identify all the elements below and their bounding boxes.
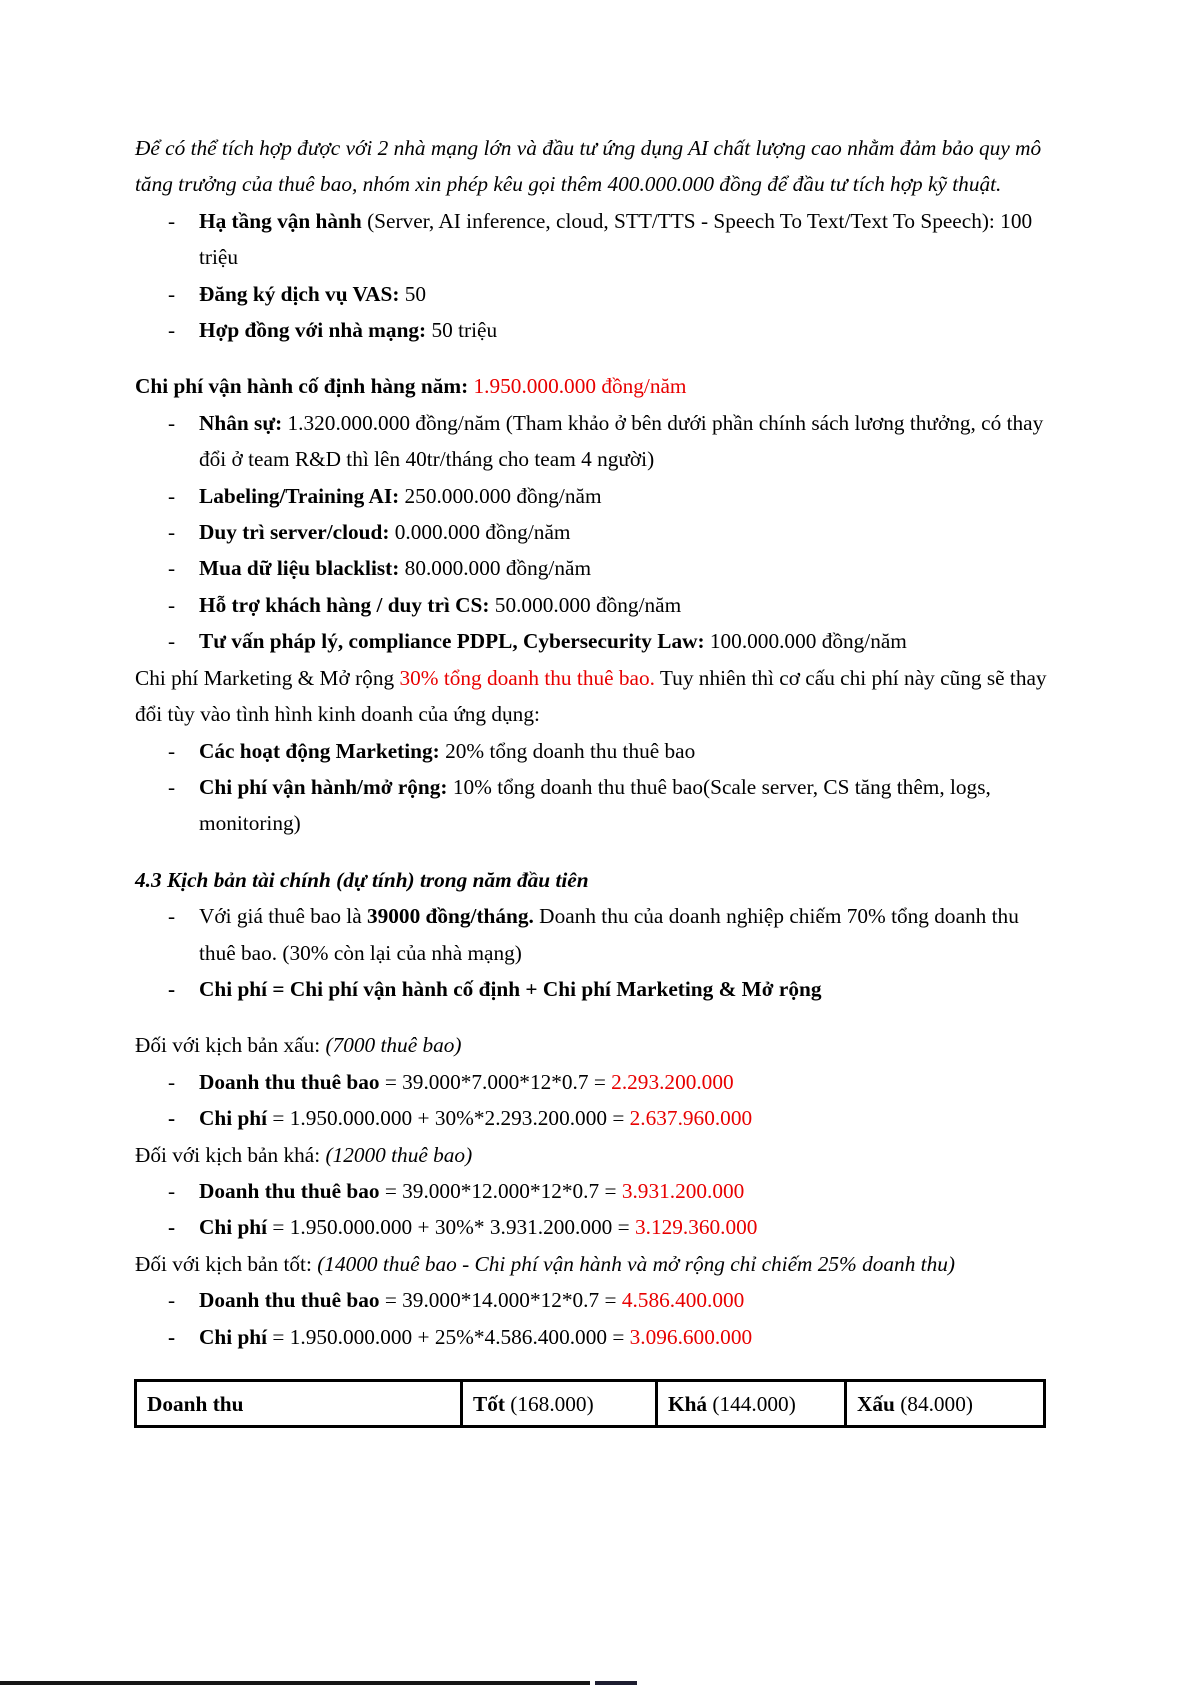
cell-bold: Khá (668, 1391, 708, 1416)
next-table-border-segment (595, 1681, 637, 1685)
list-item-carrier-contract (168, 312, 1055, 348)
item-label: Nhân sự: (199, 410, 283, 435)
bullet-dash: - (168, 1069, 176, 1094)
scenario-good-label (135, 1246, 1055, 1282)
document-content (135, 130, 1055, 1428)
item-value: (Server, AI inference, cloud, STT/TTS - Speech To Text/Text To Speech): 100 triệu (199, 208, 1033, 270)
marketing-red-value: 30% tổng doanh thu thuê bao. (399, 665, 655, 690)
bullet-dash: - (168, 1215, 176, 1240)
scenario-bad-revenue (168, 1064, 1055, 1100)
intro-paragraph: Để có thể tích hợp được với 2 nhà mạng lớn và đầu tư ứng dụng AI chất lượng cao nhằm đảm bảo quy mô tăng trưởng của thuê bao, nhóm xin phép kêu gọi thêm 400.000.000 đồng để đầu tư tích hợp kỹ thuật. (135, 136, 1042, 197)
table-cell-fair (657, 1381, 846, 1427)
list-item-legal-compliance (168, 623, 1055, 659)
list-item-blacklist-data (168, 550, 1055, 586)
scenario-mid-revenue (168, 1173, 1055, 1209)
scenario-bad-label (135, 1027, 1055, 1063)
bullet-dash: - (168, 208, 176, 233)
cell-bold: Xấu (857, 1391, 895, 1416)
item-value: 250.000.000 đồng/năm (399, 483, 602, 508)
list-item-labeling-training (168, 478, 1055, 514)
revenue-formula: = 39.000*7.000*12*0.7 = (379, 1069, 612, 1094)
price-bold: 39000 đồng/tháng. (366, 904, 534, 929)
bullet-dash: - (168, 318, 176, 343)
list-item-infrastructure (168, 203, 1055, 276)
list-item-personnel (168, 405, 1055, 478)
item-label: Tư vấn pháp lý, compliance PDPL, Cybersecurity Law: (199, 629, 705, 654)
scenario-label: Đối với kịch bản tốt: (135, 1251, 312, 1276)
bullet-dash: - (168, 1178, 176, 1203)
revenue-formula: = 39.000*14.000*12*0.7 = (379, 1288, 622, 1313)
item-value: 0.000.000 đồng/năm (389, 520, 571, 545)
spacer (135, 1007, 1055, 1027)
cell-rest: (144.000) (707, 1391, 796, 1416)
item-value: 50 (399, 281, 427, 306)
bullet-dash: - (168, 774, 176, 799)
bullet-dash: - (168, 281, 176, 306)
cost-label: Chi phí (199, 1324, 268, 1349)
cost-label: Chi phí (199, 1106, 268, 1131)
cost-formula-text: Chi phí = Chi phí vận hành cố định + Chi phí Marketing & Mở rộng (199, 976, 822, 1001)
item-label: Các hoạt động Marketing: (199, 738, 440, 763)
item-value: 80.000.000 đồng/năm (399, 556, 592, 581)
fixed-cost-heading-value: 1.950.000.000 đồng/năm (473, 374, 687, 399)
list-item-vas-registration (168, 276, 1055, 312)
item-value: 10% tổng doanh thu thuê bao(Scale server, CS tăng thêm, logs, monitoring) (199, 774, 991, 836)
bullet-dash: - (168, 738, 176, 763)
scenario-good-cost (168, 1319, 1055, 1355)
scenario-good-revenue (168, 1282, 1055, 1318)
bullet-dash: - (168, 629, 176, 654)
item-label: Hợp đồng với nhà mạng: (199, 318, 427, 343)
item-label: Chi phí vận hành/mở rộng: (199, 774, 448, 799)
marketing-paragraph (135, 660, 1055, 733)
scenario-label: Đối với kịch bản khá: (135, 1142, 321, 1167)
scenario-mid-cost (168, 1209, 1055, 1245)
spacer (135, 348, 1055, 368)
table-cell-good (462, 1381, 657, 1427)
item-label: Đăng ký dịch vụ VAS: (199, 281, 400, 306)
revenue-formula: = 39.000*12.000*12*0.7 = (379, 1178, 622, 1203)
next-table-top-border (0, 1681, 590, 1685)
revenue-label: Doanh thu thuê bao (199, 1288, 380, 1313)
scenario-note: (12000 thuê bao) (320, 1142, 473, 1167)
bullet-dash: - (168, 904, 176, 929)
marketing-pre: Chi phí Marketing & Mở rộng (135, 665, 400, 690)
item-label: Hỗ trợ khách hàng / duy trì CS: (199, 592, 490, 617)
bullet-dash: - (168, 592, 176, 617)
list-item-subscription-price (168, 898, 1055, 971)
item-value: 100.000.000 đồng/năm (704, 629, 907, 654)
scenario-label: Đối với kịch bản xấu: (135, 1033, 321, 1058)
cell-rest: (168.000) (504, 1391, 594, 1416)
price-pre: Với giá thuê bao là (199, 904, 367, 929)
spacer (135, 842, 1055, 862)
bullet-dash: - (168, 410, 176, 435)
fixed-cost-heading-label: Chi phí vận hành cố định hàng năm: (135, 374, 474, 399)
bullet-dash: - (168, 483, 176, 508)
bullet-dash: - (168, 1288, 176, 1313)
bullet-dash: - (168, 520, 176, 545)
item-label: Duy trì server/cloud: (199, 520, 390, 545)
cost-result: 2.637.960.000 (629, 1106, 753, 1131)
table-cell-bad (846, 1381, 1045, 1427)
revenue-result: 4.586.400.000 (621, 1288, 745, 1313)
revenue-scenario-table (134, 1379, 1046, 1428)
list-item-marketing-activities (168, 733, 1055, 769)
fixed-cost-heading (135, 368, 1055, 404)
cost-formula: = 1.950.000.000 + 30%* 3.931.200.000 = (267, 1215, 635, 1240)
list-item-server-maintenance (168, 514, 1055, 550)
list-item-cost-formula (168, 971, 1055, 1007)
scenario-note: (7000 thuê bao) (320, 1033, 462, 1058)
item-value: 20% tổng doanh thu thuê bao (439, 738, 696, 763)
item-value: 50 triệu (426, 318, 498, 343)
cell-bold: Doanh thu (147, 1391, 244, 1416)
marketing-post: Tuy nhiên thì cơ cấu chi phí này cũng sẽ thay đổi tùy vào tình hình kinh doanh của ứng dụng: (135, 665, 1047, 727)
list-item-customer-support (168, 587, 1055, 623)
cost-formula: = 1.950.000.000 + 25%*4.586.400.000 = (267, 1324, 630, 1349)
revenue-label: Doanh thu thuê bao (199, 1178, 380, 1203)
revenue-label: Doanh thu thuê bao (199, 1069, 380, 1094)
table-cell-revenue (136, 1381, 462, 1427)
item-label: Hạ tầng vận hành (199, 208, 362, 233)
table-header-row (136, 1381, 1045, 1427)
cost-result: 3.096.600.000 (629, 1324, 753, 1349)
list-item-operation-expansion (168, 769, 1055, 842)
cell-rest: (84.000) (894, 1391, 973, 1416)
cost-formula: = 1.950.000.000 + 30%*2.293.200.000 = (267, 1106, 630, 1131)
price-post: Doanh thu của doanh nghiệp chiếm 70% tổng doanh thu thuê bao. (30% còn lại của nhà mạng) (199, 904, 1019, 965)
item-label: Mua dữ liệu blacklist: (199, 556, 400, 581)
section-heading-4-3: 4.3 Kịch bản tài chính (dự tính) trong năm đầu tiên (135, 867, 589, 892)
item-label: Labeling/Training AI: (199, 483, 400, 508)
bullet-dash: - (168, 556, 176, 581)
scenario-mid-label (135, 1137, 1055, 1173)
scenario-note: (14000 thuê bao - Chi phí vận hành và mở rộng chỉ chiếm 25% doanh thu) (311, 1251, 955, 1276)
item-value: 1.320.000.000 đồng/năm (Tham khảo ở bên dưới phần chính sách lương thưởng, có thay đổi ở team R&D thì lên 40tr/tháng cho team 4 người) (199, 410, 1044, 472)
item-value: 50.000.000 đồng/năm (489, 592, 682, 617)
cost-label: Chi phí (199, 1215, 268, 1240)
bullet-dash: - (168, 976, 176, 1001)
bullet-dash: - (168, 1324, 176, 1349)
cell-bold: Tốt (473, 1391, 505, 1416)
revenue-result: 2.293.200.000 (611, 1069, 734, 1094)
cost-result: 3.129.360.000 (634, 1215, 758, 1240)
revenue-result: 3.931.200.000 (621, 1178, 745, 1203)
bullet-dash: - (168, 1106, 176, 1131)
scenario-bad-cost (168, 1100, 1055, 1136)
